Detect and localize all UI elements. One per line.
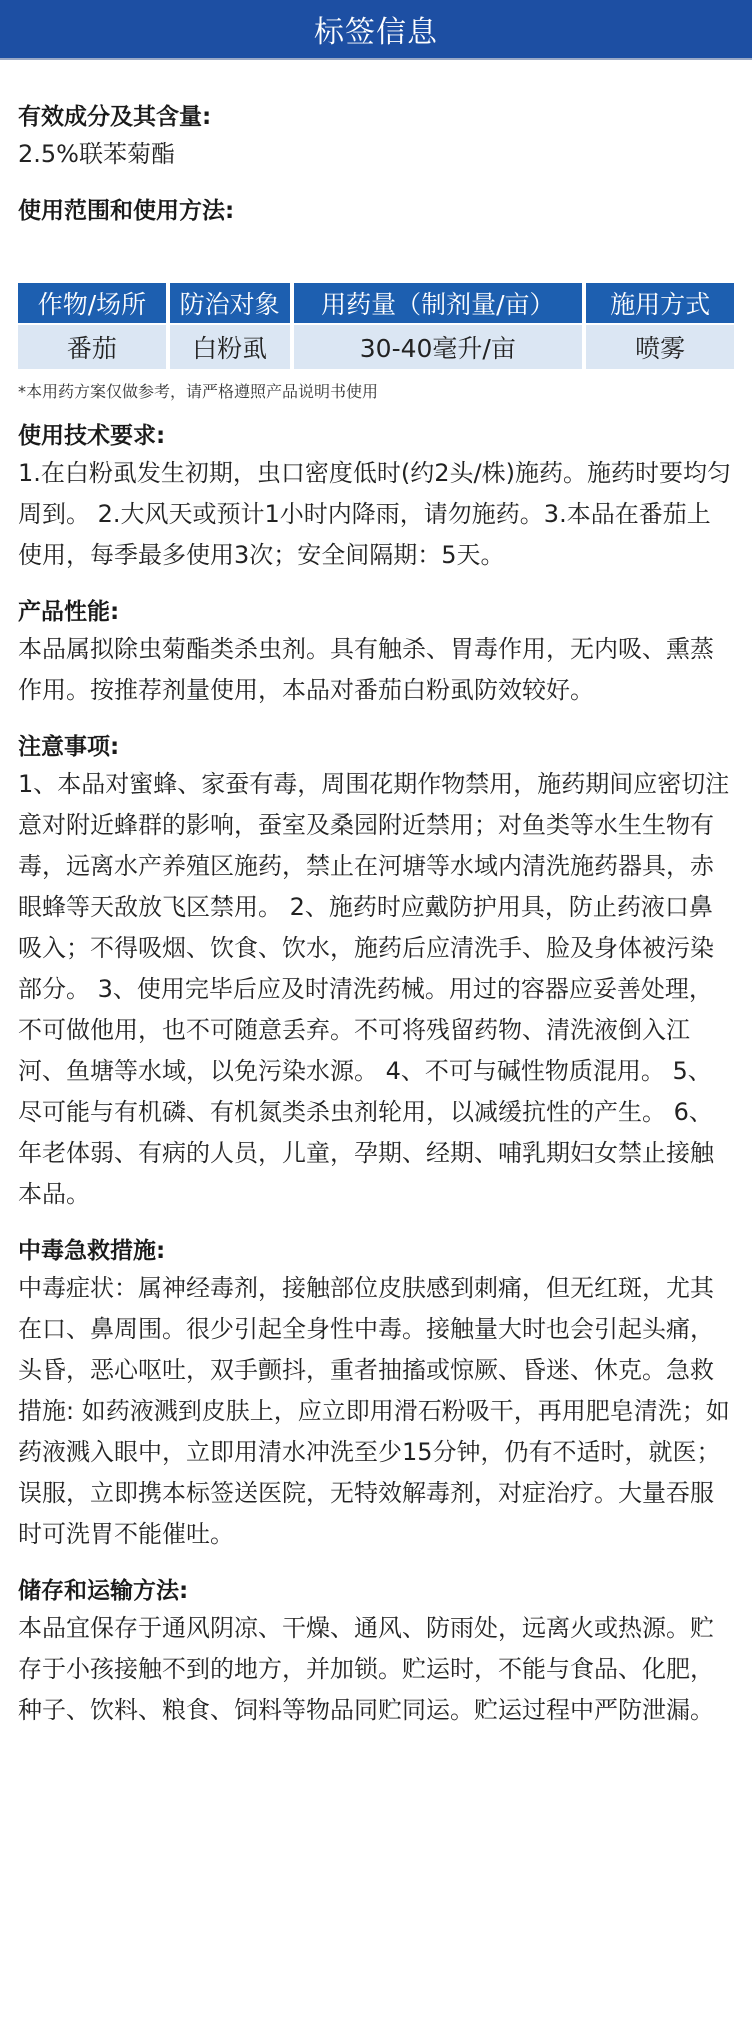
- section-title: 有效成分及其含量:: [18, 104, 212, 130]
- section-performance: [18, 597, 734, 711]
- section-title: 使用技术要求:: [18, 423, 166, 449]
- table-header-cell: 作物/场所: [18, 283, 166, 323]
- section-title: 中毒急救措施:: [18, 1238, 166, 1264]
- section-text: 本品属拟除虫菊酯类杀虫剂。具有触杀、胃毒作用，无内吸、熏蒸作用。按推荐剂量使用，本品对番茄白粉虱防效较好。: [18, 635, 714, 704]
- table-cell: 喷雾: [586, 325, 734, 369]
- table-cell: 白粉虱: [170, 325, 290, 369]
- table-header-cell: 防治对象: [170, 283, 290, 323]
- section-text: 1.在白粉虱发生初期，虫口密度低时(约2头/株)施药。施药时要均匀周到。 2.大风天或预计1小时内降雨，请勿施药。3.本品在番茄上使用，每季最多使用3次；安全间隔期：5天。: [18, 459, 731, 569]
- table-header-row: [18, 283, 734, 323]
- section-technique: [18, 421, 734, 576]
- section-title: 产品性能:: [18, 599, 120, 625]
- section-precautions: [18, 732, 734, 1215]
- section-usage: [18, 196, 734, 403]
- table-row: [18, 325, 734, 369]
- section-title: 注意事项:: [18, 734, 120, 760]
- table-cell: 30-40毫升/亩: [294, 325, 583, 369]
- section-first-aid: [18, 1236, 734, 1555]
- page-title: 标签信息: [314, 15, 438, 50]
- section-text: 2.5%联苯菊酯: [18, 140, 175, 168]
- section-text: 本品宜保存于通风阴凉、干燥、通风、防雨处，远离火或热源。贮存于小孩接触不到的地方，并加锁。贮运时，不能与食品、化肥，种子、饮料、粮食、饲料等物品同贮同运。贮运过程中严防泄漏。: [18, 1614, 714, 1724]
- page-header: [0, 0, 752, 60]
- section-text: 1、本品对蜜蜂、家蚕有毒，周围花期作物禁用，施药期间应密切注意对附近蜂群的影响，蚕室及桑园附近禁用；对鱼类等水生生物有毒，远离水产养殖区施药，禁止在河塘等水域内清洗施药器具，赤眼蜂等天敌放飞区禁用。 2、施药时应戴防护用具，防止药液口鼻吸入；不得吸烟、饮食、饮水，施药后应清洗手、脸及身体被污染部分。 3、使用完毕后应及时清洗药械。用过的容器应妥善处理，不可做他用，也不可随意丢弃。不可将残留药物、清洗液倒入江河、鱼塘等水域，以免污染水源。 4、不可与碱性物质混用。 5、尽可能与有机磷、有机氮类杀虫剂轮用，以减缓抗性的产生。 6、 年老体弱、有病的人员，儿童，孕期、经期、哺乳期妇女禁止接触本品。: [18, 770, 730, 1208]
- table-header-cell: 施用方式: [586, 283, 734, 323]
- dosage-table: [14, 281, 738, 371]
- table-cell: 番茄: [18, 325, 166, 369]
- section-text: 中毒症状：属神经毒剂，接触部位皮肤感到刺痛，但无红斑，尤其在口、鼻周围。很少引起全身性中毒。接触量大时也会引起头痛，头昏，恶心呕吐，双手颤抖，重者抽搐或惊厥、昏迷、休克。急救措施: 如药液溅到皮肤上，应立即用滑石粉吸干，再用肥皂清洗；如药液溅入眼中，立即用清水冲洗至少15分钟，仍有不适时，就医；误服，立即携本标签送医院，无特效解毒剂，对症治疗。大量吞服时可洗胃不能催吐。: [18, 1274, 730, 1548]
- section-title: 使用范围和使用方法:: [18, 198, 235, 224]
- section-storage: [18, 1576, 734, 1731]
- section-title: 储存和运输方法:: [18, 1578, 189, 1604]
- table-header-cell: 用药量（制剂量/亩）: [294, 283, 583, 323]
- label-content: [0, 60, 752, 1731]
- usage-note: *本用药方案仅做参考，请严格遵照产品说明书使用: [18, 382, 379, 401]
- section-ingredients: [18, 102, 734, 175]
